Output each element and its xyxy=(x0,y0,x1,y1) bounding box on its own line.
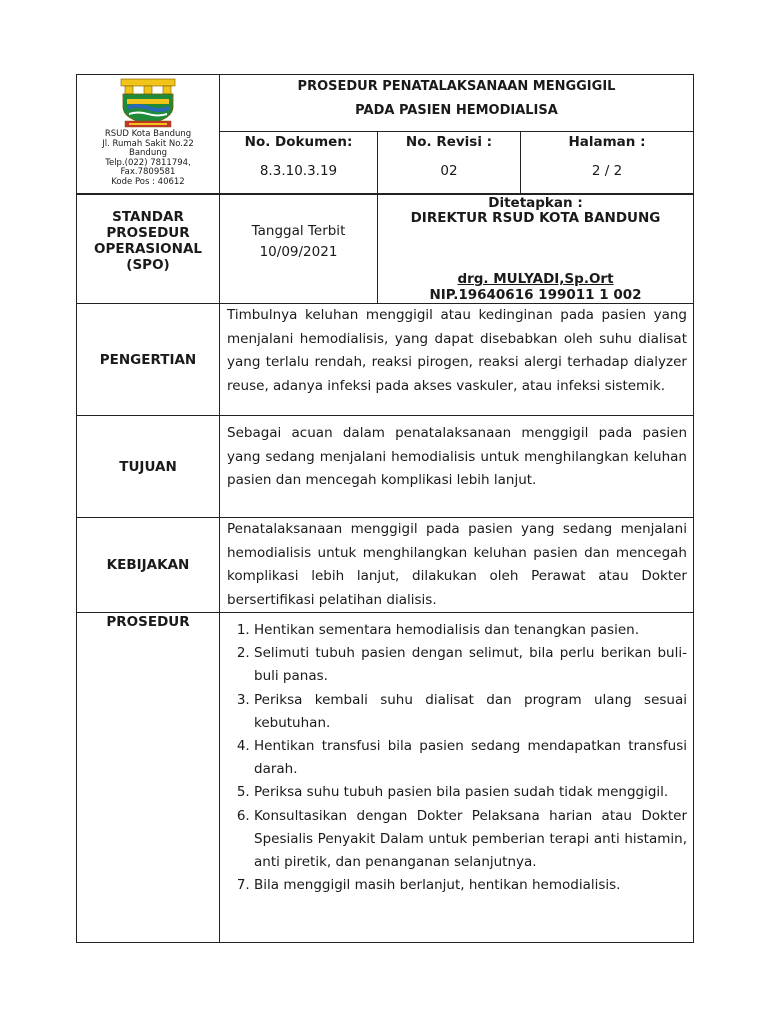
doc-number-value: 8.3.10.3.19 xyxy=(259,162,338,179)
hospital-phone: Telp.(022) 7811794, xyxy=(105,157,191,168)
pengertian-text: Timbulnya keluhan menggigil atau kedinginan pada pasien yang menjalani hemodialisis, yang dapat disebabkan oleh suhu dialisat yang terlalu rendah, reaksi pirogen, reaksi alergi terhadap dialyzer reuse, adanya infeksi pada akses vaskuler, atau infeksi sistemik. xyxy=(227,307,687,394)
issue-date-cell xyxy=(220,194,378,304)
prosedur-content-cell xyxy=(220,613,694,943)
prosedur-step: 3. Periksa kembali suhu dialisat dan program ulang sesuai kebutuhan. xyxy=(254,689,687,735)
hospital-city: Bandung xyxy=(129,148,167,158)
kebijakan-text: Penatalaksanaan menggigil pada pasien yang sedang menjalani hemodialisis untuk menghilangkan keluhan pasien dan mencegah komplikasi lebih lanjut, dilakukan oleh Perawat atau Dokter bersertifikasi pelatihan dialisis. xyxy=(227,521,687,608)
document-title-line2: PADA PASIEN HEMODIALISA xyxy=(355,103,558,118)
tujuan-label: TUJUAN xyxy=(119,458,177,475)
signer-name: drg. MULYADI,Sp.Ort xyxy=(457,271,614,287)
prosedur-steps-list xyxy=(220,613,693,901)
bandung-city-emblem-icon xyxy=(119,77,177,129)
hospital-address xyxy=(102,130,194,187)
doc-number-label: No. Dokumen: xyxy=(244,133,353,150)
document-title xyxy=(220,75,694,132)
revision-label: No. Revisi : xyxy=(405,133,493,150)
prosedur-step: 5. Periksa suhu tubuh pasien bila pasien sudah tidak menggigil. xyxy=(254,781,687,804)
page-label: Halaman : xyxy=(568,133,646,150)
revision-value: 02 xyxy=(440,162,458,179)
kebijakan-content-cell xyxy=(220,518,694,613)
hospital-name: RSUD Kota Bandung xyxy=(104,129,192,139)
issue-date-label: Tanggal Terbit xyxy=(251,223,346,239)
spo-document-table xyxy=(76,74,694,943)
kebijakan-label-cell xyxy=(77,518,220,613)
pengertian-label-cell xyxy=(77,304,220,416)
document-title-line1: PROSEDUR PENATALAKSANAAN MENGGIGIL xyxy=(297,79,616,94)
hospital-street: Jl. Rumah Sakit No.22 xyxy=(102,138,194,149)
tujuan-label-cell xyxy=(77,416,220,518)
approval-label: Ditetapkan : xyxy=(488,195,583,211)
spo-title-line: (SPO) xyxy=(126,257,170,273)
page-cell xyxy=(521,131,694,194)
tujuan-text: Sebagai acuan dalam penatalaksanaan menggigil pada pasien yang sedang menjalani hemodialisis untuk menghilangkan keluhan pasien dan mencegah komplikasi lebih lanjut. xyxy=(227,425,687,488)
hospital-postcode: Kode Pos : 40612 xyxy=(111,176,185,187)
hospital-fax: Fax.7809581 xyxy=(120,167,176,177)
prosedur-step: 7. Bila menggigil masih berlanjut, hentikan hemodialisis. xyxy=(254,874,687,897)
spo-title-line: PROSEDUR xyxy=(106,225,190,241)
pengertian-label: PENGERTIAN xyxy=(99,351,197,368)
tujuan-content-cell xyxy=(220,416,694,518)
page-value: 2 / 2 xyxy=(591,162,623,179)
spo-title-line: STANDAR xyxy=(112,209,184,225)
pengertian-content-cell xyxy=(220,304,694,416)
logo-cell xyxy=(77,75,220,195)
prosedur-step: 6. Konsultasikan dengan Dokter Pelaksana harian atau Dokter Spesialis Penyakit Dalam untuk pemberian terapi anti histamin, anti piretik, dan penanganan selanjutnya. xyxy=(254,805,687,875)
prosedur-step: 1. Hentikan sementara hemodialisis dan tenangkan pasien. xyxy=(254,619,687,642)
spo-title-line: OPERASIONAL xyxy=(93,241,202,257)
approval-cell xyxy=(378,194,694,304)
spo-title-cell xyxy=(77,194,220,304)
prosedur-label-cell xyxy=(77,613,220,943)
revision-cell xyxy=(378,131,521,194)
prosedur-step: 2. Selimuti tubuh pasien dengan selimut, bila perlu berikan buli-buli panas. xyxy=(254,642,687,688)
issue-date-value: 10/09/2021 xyxy=(259,244,338,260)
kebijakan-label: KEBIJAKAN xyxy=(106,557,190,573)
signer-nip: NIP.19640616 199011 1 002 xyxy=(429,287,642,303)
doc-number-cell xyxy=(220,131,378,194)
prosedur-label: PROSEDUR xyxy=(106,614,190,630)
spo-title xyxy=(77,195,219,273)
approver-title: DIREKTUR RSUD KOTA BANDUNG xyxy=(410,210,661,226)
prosedur-step: 4. Hentikan transfusi bila pasien sedang mendapatkan transfusi darah. xyxy=(254,735,687,781)
